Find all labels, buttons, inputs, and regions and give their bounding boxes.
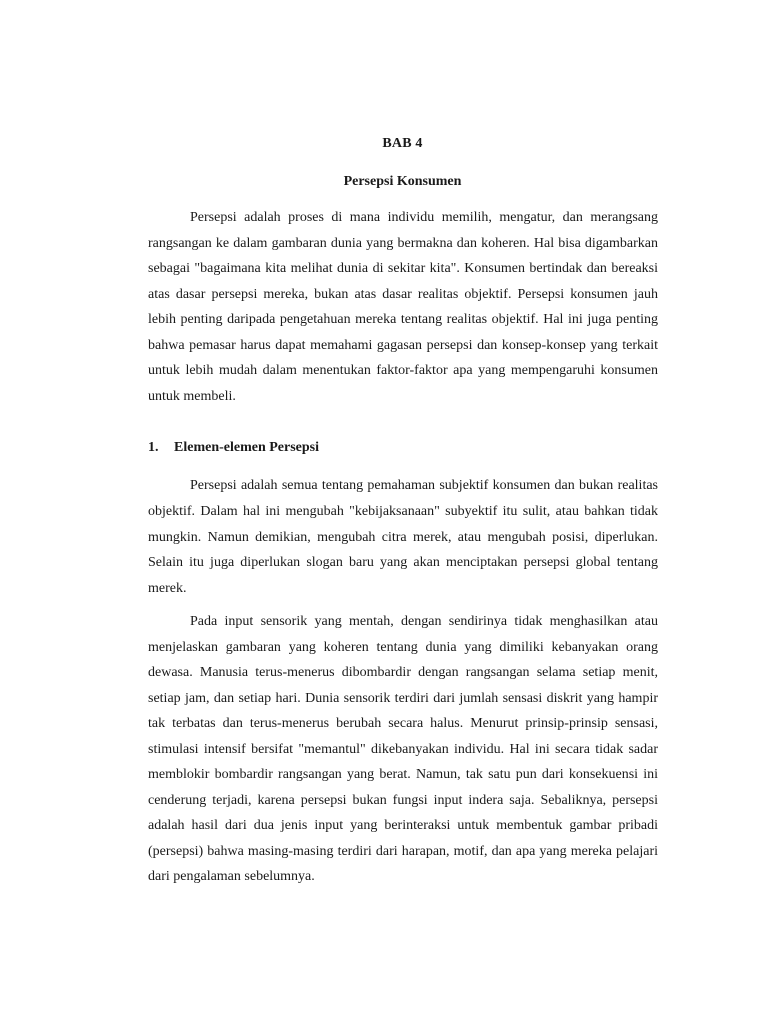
section-paragraph-2: Pada input sensorik yang mentah, dengan sendirinya tidak menghasilkan atau menjelaskan gambaran yang koheren tentang dunia yang dimiliki kebanyakan orang dewasa. Manusia terus-menerus dibombardir dengan rangsangan selama setiap menit, setiap jam, dan setiap hari. Dunia sensorik terdiri dari jumlah sensasi diskrit yang hampir tak terbatas dan terus-menerus berubah secara halus. Menurut prinsip-prinsip sensasi, stimulasi intensif bersifat "memantul" dikebanyakan individu. Hal ini secara tidak sadar memblokir bombardir rangsangan yang berat. Namun, tak satu pun dari konsekuensi ini cenderung terjadi, karena persepsi bukan fungsi input indera saja. Sebaliknya, persepsi adalah hasil dari dua jenis input yang berinteraksi untuk membentuk gambar pribadi (persepsi) bahwa masing-masing terdiri dari harapan, motif, dan apa yang mereka pelajari dari pengalaman sebelumnya. <box>148 614 658 884</box>
intro-paragraph: Persepsi adalah proses di mana individu memilih, mengatur, dan merangsang rangsangan ke dalam gambaran dunia yang bermakna dan koheren. Hal bisa digambarkan sebagai "bagaimana kita melihat dunia di sekitar kita". Konsumen bertindak dan bereaksi atas dasar persepsi mereka, bukan atas dasar realitas objektif. Persepsi konsumen jauh lebih penting daripada pengetahuan mereka tentang realitas objektif. Hal ini juga penting bahwa pemasar harus dapat memahami gagasan persepsi dan konsep-konsep yang terkait untuk lebih mudah dalam menentukan faktor-faktor apa yang mempengaruhi konsumen untuk membeli. <box>148 210 658 404</box>
chapter-title: Persepsi Konsumen <box>343 174 462 189</box>
section-title: Elemen-elemen Persepsi <box>174 440 320 455</box>
section-paragraph-1: Persepsi adalah semua tentang pemahaman subjektif konsumen dan bukan realitas objektif. Dalam hal ini mengubah "kebijaksanaan" subyektif itu sulit, atau bahkan tidak mungkin. Namun demikian, mengubah citra merek, atau mengubah posisi, diperlukan. Selain itu juga diperlukan slogan baru yang akan menciptakan persepsi global tentang merek. <box>148 478 658 597</box>
section-number: 1. <box>148 440 159 455</box>
section-heading <box>148 440 319 456</box>
chapter-heading: BAB 4 <box>382 136 423 151</box>
